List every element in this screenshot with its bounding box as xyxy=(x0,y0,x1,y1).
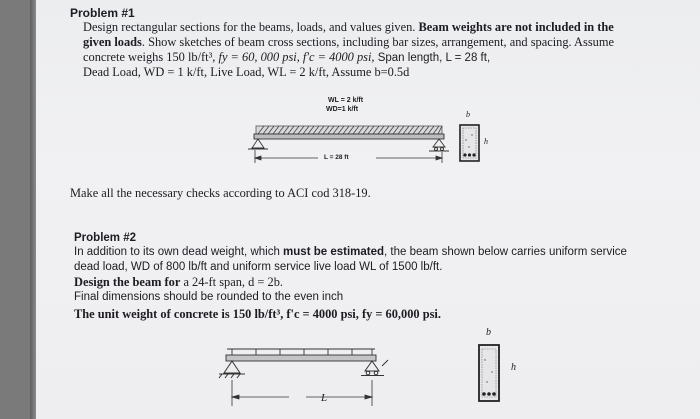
p2-b-label: b xyxy=(486,327,491,338)
problem2-line1-a: In addition to its own dead weight, which xyxy=(74,246,284,258)
problem2-line4: Final dimensions should be rounded to the even inch xyxy=(74,291,344,303)
problem2-line1 xyxy=(74,245,627,260)
problem1-line1-bold: Beam weights are not included in the xyxy=(418,20,614,34)
p2-right-support xyxy=(361,360,388,376)
p2-beam xyxy=(226,355,376,361)
p1-beam xyxy=(254,134,444,139)
p1-left-support xyxy=(248,139,268,149)
p1-b-label: b xyxy=(466,110,470,119)
problem2-line1-b: , the beam shown below carries uniform service xyxy=(384,246,627,258)
p1-cross-section xyxy=(460,125,479,161)
problem1-line3-a: concrete weighs 150 lb/ft³, xyxy=(83,50,219,64)
p1-span-label: L = 28 ft xyxy=(324,154,349,161)
problem1-line2-normal: . Show sketches of beam cross sections, including bar sizes, arrangement, and spacing. Assume xyxy=(141,35,614,49)
p1-h-label: h xyxy=(484,137,488,146)
problem2-line3 xyxy=(74,275,283,290)
problem2-line3-bold: Design the beam for xyxy=(74,275,181,289)
p2-cross-section xyxy=(479,345,499,401)
p1-load-live-label: WL = 2 k/ft xyxy=(328,97,364,104)
p1-distributed-load xyxy=(256,126,442,134)
p2-span-label: L xyxy=(321,392,328,404)
p2-left-support xyxy=(219,361,245,378)
p1-right-support xyxy=(429,139,449,151)
problem1-line2-bold: given loads xyxy=(83,35,142,49)
p2-span-dimension xyxy=(232,380,372,406)
problem2-line5: The unit weight of concrete is 150 lb/ft³, f'c = 4000 psi, fy = 60,000 psi. xyxy=(74,307,441,321)
problem1-line3-c: Span length, L = 28 ft, xyxy=(374,52,491,64)
p2-h-label: h xyxy=(511,362,516,373)
p2-beam-diagram xyxy=(219,349,388,406)
p1-load-dead-label: WD=1 k/ft xyxy=(326,106,359,113)
problem1-line4: Dead Load, WD = 1 k/ft, Live Load, WL = 2 k/ft, Assume b=0.5d xyxy=(83,65,410,79)
problem1-line3-b: fy = 60, 000 psi, f'c = 4000 psi, xyxy=(218,50,375,64)
document-page xyxy=(36,0,700,419)
problem2-line2: dead load, WD of 800 lb/ft and uniform service live load WL of 1500 lb/ft. xyxy=(74,261,443,273)
problem2-line3-normal: a 24-ft span, d = 2b. xyxy=(180,275,283,289)
p1-beam-diagram xyxy=(36,0,700,419)
problem2-title: Problem #2 xyxy=(74,232,136,244)
p2-load-arrows xyxy=(227,349,375,355)
problem1-line1-normal: Design rectangular sections for the beams, loads, and values given. xyxy=(83,20,416,34)
problem1-title: Problem #1 xyxy=(70,6,135,20)
problem1-aci-note: Make all the necessary checks according to ACI cod 318-19. xyxy=(70,186,371,200)
problem2-line1-bold: must be estimated xyxy=(283,246,385,258)
